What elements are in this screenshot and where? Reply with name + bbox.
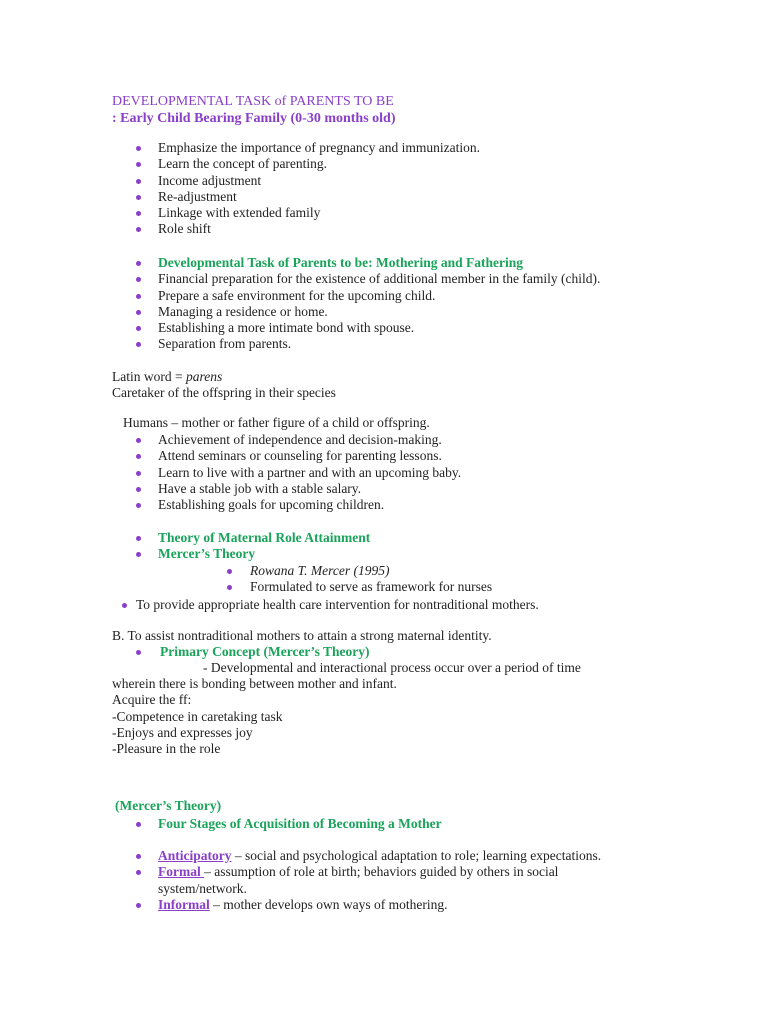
bullet-icon — [136, 650, 141, 655]
bullet-icon — [227, 585, 232, 590]
humans-list — [112, 432, 728, 513]
list-heading: Developmental Task of Parents to be: Mothering and Fathering — [112, 255, 728, 271]
list-heading: Mercer’s Theory — [112, 546, 728, 562]
list-item: Attend seminars or counseling for parenting lessons. — [112, 448, 728, 464]
list-item: Learn the concept of parenting. — [112, 156, 728, 172]
list-item: Informal – mother develops own ways of mothering. — [112, 897, 728, 913]
bullet-icon — [136, 294, 141, 299]
list-heading: Primary Concept (Mercer’s Theory) — [112, 644, 728, 660]
bullet-icon — [136, 870, 141, 875]
list-item: Anticipatory – social and psychological adaptation to role; learning expectations. — [112, 848, 728, 864]
bullet-icon — [136, 195, 141, 200]
list-item: Learn to live with a partner and with an upcoming baby. — [112, 465, 728, 481]
list-item: Formulated to serve as framework for nurses — [112, 579, 728, 595]
title-line-2: : Early Child Bearing Family (0-30 months old) — [112, 111, 396, 126]
latin-definition: Latin word = parens Caretaker of the offspring in their species — [112, 369, 728, 402]
latin-word: parens — [185, 369, 223, 384]
four-stages-list — [112, 816, 728, 832]
bullet-icon — [136, 326, 141, 331]
list-item: Prepare a safe environment for the upcoming child. — [112, 288, 728, 304]
bullet-icon — [136, 261, 141, 266]
bullet-icon — [136, 854, 141, 859]
list-item: Emphasize the importance of pregnancy and immunization. — [112, 140, 728, 156]
bullet-icon — [136, 211, 141, 216]
list-item: Role shift — [112, 221, 728, 237]
list-item: Achievement of independence and decision-making. — [112, 432, 728, 448]
dev-line-text: - Developmental and interactional process occur over a period of time — [203, 660, 581, 675]
mercer-theory-heading: (Mercer’s Theory) — [115, 798, 222, 813]
caretaker-text: Caretaker of the offspring in their species — [112, 385, 336, 401]
bullet-icon — [136, 552, 141, 557]
bullet-icon — [136, 454, 141, 459]
bullet-icon — [136, 487, 141, 492]
list-item: Income adjustment — [112, 173, 728, 189]
bullet-icon — [136, 310, 141, 315]
provide-list — [112, 597, 728, 613]
list-item: Formal – assumption of role at birth; behaviors guided by others in social system/network. — [112, 864, 728, 897]
bullet-icon — [136, 822, 141, 827]
bullet-icon — [136, 227, 141, 232]
theory-list — [112, 530, 728, 563]
mothering-fathering-list — [112, 255, 728, 353]
b-line-text: B. To assist nontraditional mothers to attain a strong maternal identity. — [112, 628, 492, 643]
bullet-icon — [136, 536, 141, 541]
list-heading: Theory of Maternal Role Attainment — [112, 530, 728, 546]
mercer-sub-list — [112, 563, 728, 596]
bullet-icon — [136, 342, 141, 347]
formal-link[interactable]: Formal — [158, 864, 205, 880]
bullet-icon — [136, 438, 141, 443]
list-item: Financial preparation for the existence of additional member in the family (child). — [112, 271, 728, 287]
parent-tasks-list — [112, 140, 728, 238]
bullet-icon — [136, 903, 141, 908]
bullet-icon — [136, 471, 141, 476]
primary-concept-list — [112, 644, 728, 660]
bullet-icon — [136, 162, 141, 167]
list-item: To provide appropriate health care intervention for nontraditional mothers. — [112, 597, 728, 613]
document-title — [112, 93, 728, 127]
list-item: Linkage with extended family — [112, 205, 728, 221]
list-item: Establishing goals for upcoming children. — [112, 497, 728, 513]
list-item: Re-adjustment — [112, 189, 728, 205]
list-item: Establishing a more intimate bond with spouse. — [112, 320, 728, 336]
stages-list — [112, 848, 728, 913]
bullet-icon — [136, 146, 141, 151]
bullet-icon — [136, 503, 141, 508]
bullet-icon — [136, 277, 141, 282]
list-item: Managing a residence or home. — [112, 304, 728, 320]
list-item: Separation from parents. — [112, 336, 728, 352]
list-item: Rowana T. Mercer (1995) — [112, 563, 728, 579]
anticipatory-link[interactable]: Anticipatory — [158, 848, 232, 863]
primary-concept-body: wherein there is bonding between mother and infant. Acquire the ff: -Competence in caretaking task -Enjoys and expresses joy -Pleasure in the role — [112, 676, 397, 757]
bullet-icon — [227, 569, 232, 574]
title-line-1: DEVELOPMENTAL TASK of PARENTS TO BE — [112, 94, 394, 109]
bullet-icon — [136, 179, 141, 184]
humans-text: Humans – mother or father figure of a child or offspring. — [123, 415, 430, 430]
list-item: Have a stable job with a stable salary. — [112, 481, 728, 497]
bullet-icon — [122, 603, 127, 608]
list-heading: Four Stages of Acquisition of Becoming a Mother — [112, 816, 728, 832]
informal-link[interactable]: Informal — [158, 896, 210, 912]
